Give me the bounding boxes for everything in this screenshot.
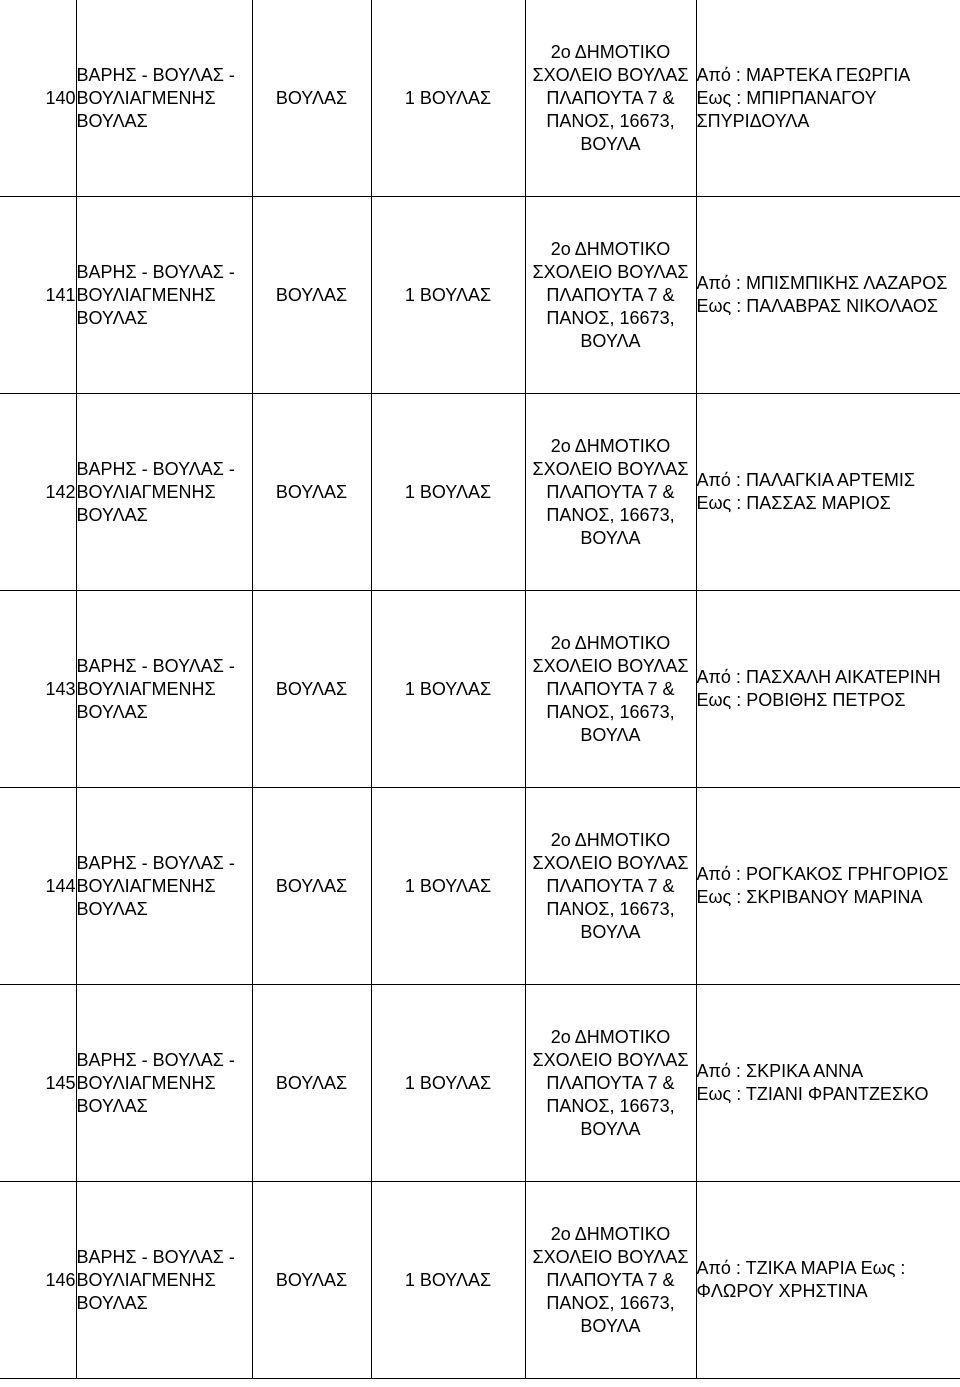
station-number: 145 <box>0 985 76 1182</box>
electoral-area <box>76 985 252 1182</box>
station-number: 140 <box>0 0 76 197</box>
electoral-area <box>76 197 252 394</box>
polling-location-line: ΒΟΥΛΑ <box>580 921 641 942</box>
electoral-area <box>76 1182 252 1379</box>
municipal-ward: 1 ΒΟΥΛΑΣ <box>371 0 525 197</box>
polling-location <box>525 394 696 591</box>
voter-surname-range <box>696 394 960 591</box>
polling-location-line: ΠΛΑΠΟΥΤΑ 7 & <box>546 1072 675 1093</box>
polling-location-line: ΠΑΝΟΣ, 16673, <box>546 307 675 328</box>
municipal-ward: 1 ΒΟΥΛΑΣ <box>371 591 525 788</box>
voter-surname-range-line: Από : ΤΖΙΚΑ ΜΑΡΙΑ Εως : <box>696 1258 906 1278</box>
voter-surname-range-line: Εως : ΠΑΛΑΒΡΑΣ ΝΙΚΟΛΑΟΣ <box>696 296 938 316</box>
polling-location-line: ΒΟΥΛΑ <box>580 1315 641 1336</box>
polling-location-line: ΣΧΟΛΕΙΟ ΒΟΥΛΑΣ <box>532 655 689 676</box>
electoral-area-line: ΒΟΥΛΑΣ <box>76 504 148 525</box>
polling-location-line: ΒΟΥΛΑ <box>580 133 641 154</box>
voter-surname-range <box>696 0 960 197</box>
polling-location-line: ΠΑΝΟΣ, 16673, <box>546 504 675 525</box>
polling-location-line: ΠΛΑΠΟΥΤΑ 7 & <box>546 284 675 305</box>
voter-surname-range-line: ΦΛΩΡΟΥ ΧΡΗΣΤΙΝΑ <box>696 1281 868 1301</box>
voter-surname-range-line: Από : ΜΠΙΣΜΠΙΚΗΣ ΛΑΖΑΡΟΣ <box>696 273 948 293</box>
station-number: 143 <box>0 591 76 788</box>
municipality: ΒΟΥΛΑΣ <box>252 985 371 1182</box>
electoral-area-line: ΒΑΡΗΣ - ΒΟΥΛΑΣ - <box>76 852 235 873</box>
voter-surname-range-line: Από : ΡΟΓΚΑΚΟΣ ΓΡΗΓΟΡΙΟΣ <box>696 864 949 884</box>
voter-surname-range <box>696 197 960 394</box>
electoral-area-line: ΒΟΥΛΑΣ <box>76 1095 148 1116</box>
station-number: 146 <box>0 1182 76 1379</box>
polling-location-line: ΒΟΥΛΑ <box>580 1118 641 1139</box>
municipal-ward: 1 ΒΟΥΛΑΣ <box>371 1182 525 1379</box>
station-number: 141 <box>0 197 76 394</box>
municipality: ΒΟΥΛΑΣ <box>252 197 371 394</box>
polling-location-line: ΠΛΑΠΟΥΤΑ 7 & <box>546 1269 675 1290</box>
polling-location-line: 2ο ΔΗΜΟΤΙΚΟ <box>550 435 671 456</box>
electoral-area-line: ΒΟΥΛΑΣ <box>76 898 148 919</box>
polling-location-line: ΣΧΟΛΕΙΟ ΒΟΥΛΑΣ <box>532 1246 689 1267</box>
polling-location-line: ΠΑΝΟΣ, 16673, <box>546 1292 675 1313</box>
electoral-area-line: ΒΟΥΛΙΑΓΜΕΝΗΣ <box>76 875 216 896</box>
electoral-area-line: ΒΟΥΛΑΣ <box>76 1292 148 1313</box>
polling-location-line: ΠΛΑΠΟΥΤΑ 7 & <box>546 875 675 896</box>
polling-location <box>525 985 696 1182</box>
electoral-area <box>76 591 252 788</box>
electoral-area <box>76 0 252 197</box>
polling-location-line: ΣΧΟΛΕΙΟ ΒΟΥΛΑΣ <box>532 261 689 282</box>
municipal-ward: 1 ΒΟΥΛΑΣ <box>371 394 525 591</box>
voter-surname-range <box>696 591 960 788</box>
municipality: ΒΟΥΛΑΣ <box>252 591 371 788</box>
electoral-area-line: ΒΟΥΛΑΣ <box>76 701 148 722</box>
polling-location <box>525 788 696 985</box>
electoral-area-line: ΒΟΥΛΑΣ <box>76 307 148 328</box>
voter-surname-range-line: ΣΠΥΡΙΔΟΥΛΑ <box>696 110 810 131</box>
voter-surname-range-line: Εως : ΜΠΙΡΠΑΝΑΓΟΥ <box>696 87 877 108</box>
voter-surname-range-line: Εως : ΡΟΒΙΘΗΣ ΠΕΤΡΟΣ <box>696 690 906 710</box>
polling-location-line: 2ο ΔΗΜΟΤΙΚΟ <box>550 829 671 850</box>
polling-location-line: ΒΟΥΛΑ <box>580 527 641 548</box>
voter-surname-range <box>696 1182 960 1379</box>
table-row <box>0 197 960 394</box>
electoral-area-line: ΒΑΡΗΣ - ΒΟΥΛΑΣ - <box>76 261 235 282</box>
electoral-area-line: ΒΑΡΗΣ - ΒΟΥΛΑΣ - <box>76 1246 235 1267</box>
voter-surname-range-line: Από : ΠΑΣΧΑΛΗ ΑΙΚΑΤΕΡΙΝΗ <box>696 667 941 687</box>
polling-location-line: ΣΧΟΛΕΙΟ ΒΟΥΛΑΣ <box>532 458 689 479</box>
polling-location-line: ΣΧΟΛΕΙΟ ΒΟΥΛΑΣ <box>532 852 689 873</box>
polling-location <box>525 197 696 394</box>
table-row <box>0 591 960 788</box>
municipal-ward: 1 ΒΟΥΛΑΣ <box>371 197 525 394</box>
voter-surname-range-line: Από : ΜΑΡΤΕΚΑ ΓΕΩΡΓΙΑ <box>696 64 911 85</box>
electoral-area <box>76 394 252 591</box>
voter-surname-range <box>696 788 960 985</box>
polling-location-line: ΠΛΑΠΟΥΤΑ 7 & <box>546 87 675 108</box>
electoral-area-line: ΒΑΡΗΣ - ΒΟΥΛΑΣ - <box>76 1049 235 1070</box>
polling-location-line: ΠΑΝΟΣ, 16673, <box>546 701 675 722</box>
station-number: 142 <box>0 394 76 591</box>
table-row <box>0 1182 960 1379</box>
municipality: ΒΟΥΛΑΣ <box>252 1182 371 1379</box>
polling-location-line: ΒΟΥΛΑ <box>580 330 641 351</box>
electoral-area-line: ΒΑΡΗΣ - ΒΟΥΛΑΣ - <box>76 458 235 479</box>
polling-location-line: 2ο ΔΗΜΟΤΙΚΟ <box>550 632 671 653</box>
electoral-area-line: ΒΟΥΛΑΣ <box>76 110 148 131</box>
table-row <box>0 985 960 1182</box>
polling-location-line: 2ο ΔΗΜΟΤΙΚΟ <box>550 1026 671 1047</box>
table-row <box>0 394 960 591</box>
polling-location-line: ΠΛΑΠΟΥΤΑ 7 & <box>546 678 675 699</box>
table-row <box>0 0 960 197</box>
voter-surname-range-line: Εως : ΠΑΣΣΑΣ ΜΑΡΙΟΣ <box>696 493 891 513</box>
polling-location-line: 2ο ΔΗΜΟΤΙΚΟ <box>550 41 671 62</box>
voter-surname-range-line: Από : ΣΚΡΙΚΑ ΑΝΝΑ <box>696 1061 864 1081</box>
municipality: ΒΟΥΛΑΣ <box>252 394 371 591</box>
electoral-area-line: ΒΟΥΛΙΑΓΜΕΝΗΣ <box>76 678 216 699</box>
electoral-area-line: ΒΑΡΗΣ - ΒΟΥΛΑΣ - <box>76 64 235 85</box>
electoral-area-line: ΒΟΥΛΙΑΓΜΕΝΗΣ <box>76 87 216 108</box>
table-row <box>0 788 960 985</box>
municipality: ΒΟΥΛΑΣ <box>252 0 371 197</box>
polling-location-line: ΣΧΟΛΕΙΟ ΒΟΥΛΑΣ <box>532 64 689 85</box>
municipal-ward: 1 ΒΟΥΛΑΣ <box>371 788 525 985</box>
voter-surname-range <box>696 985 960 1182</box>
electoral-area-line: ΒΟΥΛΙΑΓΜΕΝΗΣ <box>76 1072 216 1093</box>
voter-surname-range-line: Εως : ΤΖΙΑΝΙ ΦΡΑΝΤΖΕΣΚΟ <box>696 1084 929 1104</box>
voter-surname-range-line: Από : ΠΑΛΑΓΚΙΑ ΑΡΤΕΜΙΣ <box>696 470 916 490</box>
electoral-area-line: ΒΟΥΛΙΑΓΜΕΝΗΣ <box>76 1269 216 1290</box>
polling-location <box>525 0 696 197</box>
polling-location <box>525 591 696 788</box>
electoral-area-line: ΒΑΡΗΣ - ΒΟΥΛΑΣ - <box>76 655 235 676</box>
polling-location-line: 2ο ΔΗΜΟΤΙΚΟ <box>550 238 671 259</box>
municipal-ward: 1 ΒΟΥΛΑΣ <box>371 985 525 1182</box>
electoral-area-line: ΒΟΥΛΙΑΓΜΕΝΗΣ <box>76 481 216 502</box>
polling-location <box>525 1182 696 1379</box>
polling-location-line: ΠΑΝΟΣ, 16673, <box>546 898 675 919</box>
polling-location-line: ΣΧΟΛΕΙΟ ΒΟΥΛΑΣ <box>532 1049 689 1070</box>
polling-location-line: 2ο ΔΗΜΟΤΙΚΟ <box>550 1223 671 1244</box>
municipality: ΒΟΥΛΑΣ <box>252 788 371 985</box>
polling-location-line: ΠΑΝΟΣ, 16673, <box>546 1095 675 1116</box>
voter-surname-range-line: Εως : ΣΚΡΙΒΑΝΟΥ ΜΑΡΙΝΑ <box>696 887 923 907</box>
electoral-area-line: ΒΟΥΛΙΑΓΜΕΝΗΣ <box>76 284 216 305</box>
electoral-area <box>76 788 252 985</box>
polling-location-line: ΠΛΑΠΟΥΤΑ 7 & <box>546 481 675 502</box>
polling-location-line: ΠΑΝΟΣ, 16673, <box>546 110 675 131</box>
station-number: 144 <box>0 788 76 985</box>
polling-location-line: ΒΟΥΛΑ <box>580 724 641 745</box>
